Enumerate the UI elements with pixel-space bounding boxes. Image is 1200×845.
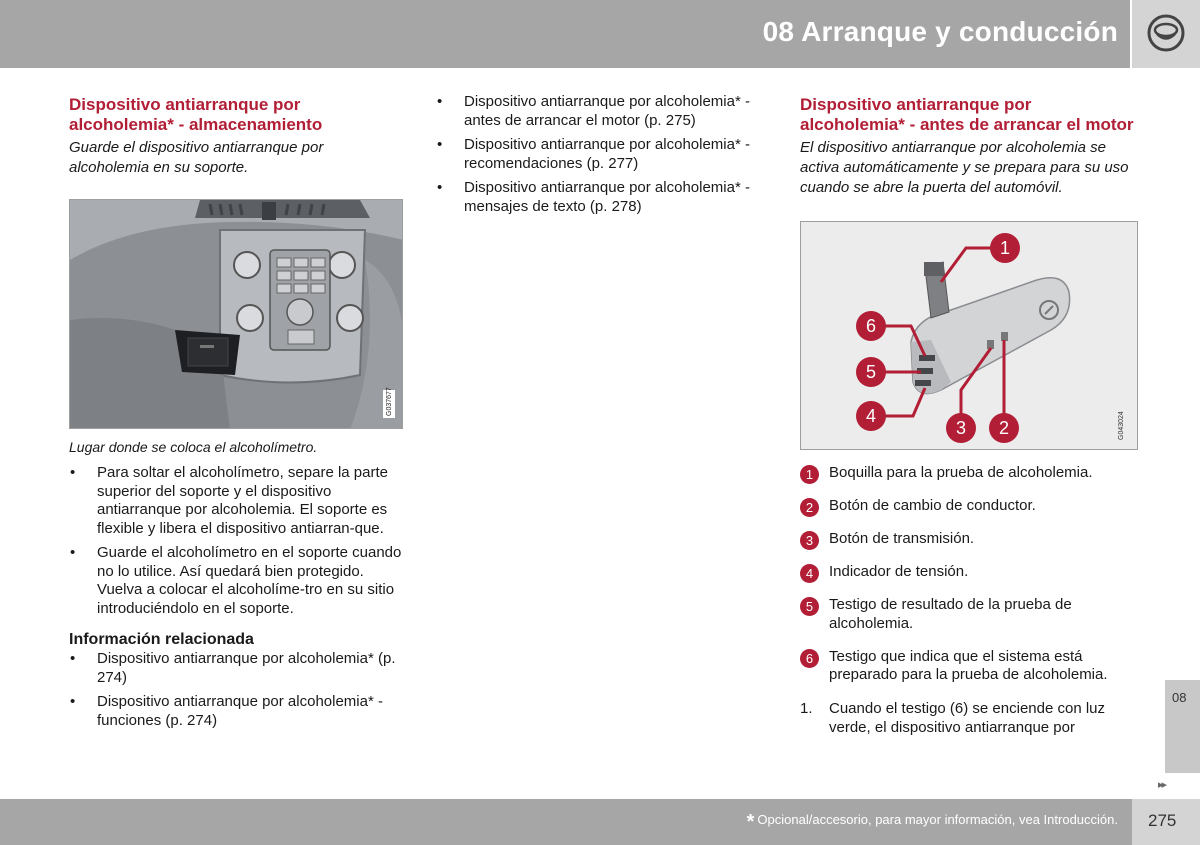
image-code: G043024 [1118,411,1125,440]
callout-6: 6 [865,316,877,336]
related-link[interactable]: • Dispositivo antiarranque por alcoholemia* (p. 274) [69,650,404,687]
svg-text:6: 6 [805,650,814,666]
image-code: G037677 [386,387,393,416]
chapter-tab-label: 08 [1172,690,1187,705]
continue-arrows-icon: ▸▸ [1158,779,1166,791]
number-6-badge [800,649,819,668]
related-link[interactable]: • Dispositivo antiarranque por alcoholemia* - funciones (p. 274) [69,693,404,730]
legend-item: 6 Testigo que indica que el sistema está preparado para la prueba de alcoholemia. [800,648,1136,685]
page-header [0,0,1130,68]
svg-text:5: 5 [805,599,814,614]
step-number: 1. [800,700,813,717]
related-link[interactable]: • Dispositivo antiarranque por alcoholemia* - recomendaciones (p. 277) [436,136,771,173]
page-number: 275 [1148,811,1177,830]
svg-text:4: 4 [805,566,814,581]
related-info-heading: Información relacionada [69,631,254,648]
chapter-title: 08 Arranque y conducción [762,16,1118,47]
chapter-side-tab[interactable] [1165,680,1200,773]
legend-item: 2 Botón de cambio de conductor. [800,497,1136,516]
number-1-badge [800,465,819,484]
column-middle [436,93,771,222]
legend-item: 1 Boquilla para la prueba de alcoholemia. [800,464,1136,483]
legend-item: 4 Indicador de tensión. [800,563,1136,582]
legend-item: 3 Botón de transmisión. [800,530,1136,549]
dashboard-illustration [70,200,403,429]
section-heading: Dispositivo antiarranque por alcoholemia* - antes de arrancar el motor [800,95,1134,134]
step-text: Cuando el testigo (6) se enciende con luz verde, el dispositivo antiarranque por [829,700,1106,736]
number-3-badge [800,531,819,550]
chapter-icon-box [1132,0,1200,68]
number-4-badge [800,564,819,583]
footnote-asterisk: * [746,811,755,833]
column-left [69,95,404,736]
column-right [800,95,1136,737]
related-link[interactable]: • Dispositivo antiarranque por alcoholemia* - antes de arrancar el motor (p. 275) [436,93,771,130]
section-intro: Guarde el dispositivo antiarranque por alcoholemia en su soporte. [69,139,324,176]
section-intro: El dispositivo antiarranque por alcoholemia se activa automáticamente y se prepara para su uso cuando se abre la puerta del automóvil. [800,139,1129,196]
legend-list [800,464,1136,685]
svg-text:3: 3 [805,533,814,548]
section-heading: Dispositivo antiarranque por alcoholemia* - almacenamiento [69,95,323,134]
related-list [69,650,404,730]
callout-4: 4 [865,406,877,426]
number-5-badge [800,597,819,616]
svg-text:1: 1 [805,467,814,482]
callout-5: 5 [865,362,877,382]
instruction-list [69,464,404,618]
breathalyzer-diagram [800,221,1138,450]
breathalyzer-illustration [801,222,1138,450]
legend-item: 5 Testigo de resultado de la prueba de alcoholemia. [800,596,1136,633]
related-link[interactable]: • Dispositivo antiarranque por alcoholemia* - mensajes de texto (p. 278) [436,179,771,216]
procedure-step [800,699,1136,737]
callout-1: 1 [999,238,1011,258]
steering-wheel-icon [1146,12,1186,54]
page-footer [0,799,1132,845]
dashboard-photo [69,199,403,429]
number-2-badge [800,498,819,517]
figure-caption: Lugar donde se coloca el alcoholímetro. [69,439,318,455]
svg-text:2: 2 [805,500,814,515]
list-item: • Para soltar el alcoholímetro, separe la parte superior del soporte y el dispositivo antiarranque por alcoholemia. El soporte es flexible y libera el dispositivo antiarran-que. [69,464,404,538]
footnote-text: Opcional/accesorio, para mayor información, vea Introducción. [757,812,1118,827]
callout-2: 2 [998,418,1010,438]
list-item: • Guarde el alcoholímetro en el soporte cuando no lo utilice. Así quedará bien protegido. Vuelva a colocar el alcoholíme-tro en su sitio introduciéndolo en el soporte. [69,544,404,618]
callout-3: 3 [955,418,967,438]
page-number-box [1132,799,1200,845]
footnote [747,811,1118,834]
related-list-continued [436,93,771,216]
